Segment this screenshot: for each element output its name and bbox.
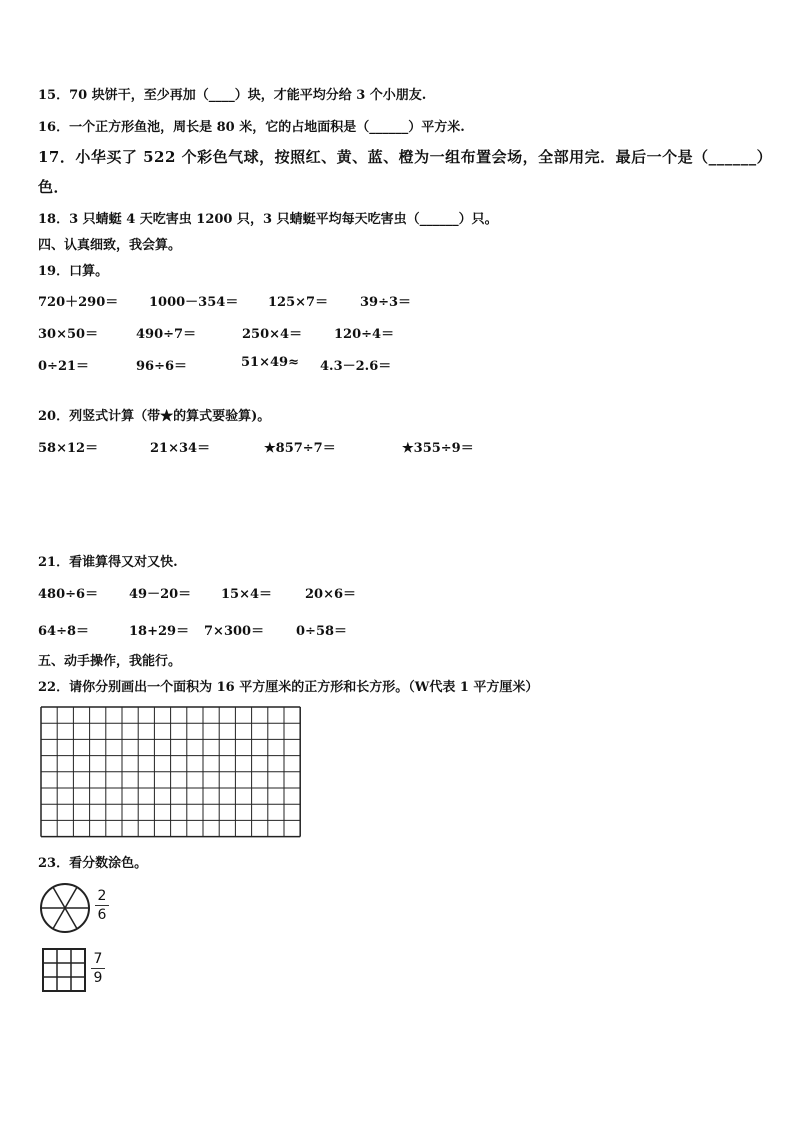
calc-item: 0÷21＝ [38,359,90,374]
question-16: 16．一个正方形鱼池，周长是 80 米，它的占地面积是（______）平方米. [38,120,465,135]
circle-fraction-figure[interactable] [38,880,94,936]
question-21: 21．看谁算得又对又快. [38,555,178,570]
fraction-numerator: 7 [93,951,103,967]
calc-item: 64÷8＝ [38,624,90,639]
calc-item: 96÷6＝ [136,359,188,374]
calc-item: 250×4＝ [242,327,303,342]
calc-item: 39÷3＝ [360,295,412,310]
fraction-bar [95,905,109,906]
calc-item: 20×6＝ [305,587,357,602]
question-19: 19．口算。 [38,264,109,279]
fraction-denominator: 9 [93,970,103,986]
question-23: 23．看分数涂色。 [38,856,148,871]
question-15: 15．70 块饼干，至少再加（____）块，才能平均分给 3 个小朋友. [38,88,427,103]
calc-item: 1000－354＝ [149,295,239,310]
calc-item: 125×7＝ [268,295,329,310]
calc-item: ★355÷9＝ [402,441,474,456]
calc-item: 0÷58＝ [296,624,348,639]
calc-item: 18+29＝ [129,624,190,639]
square-grid[interactable] [40,706,306,842]
question-20: 20．列竖式计算（带★的算式要验算)。 [38,409,271,424]
section-4-heading: 四、认真细致，我会算。 [38,238,182,253]
calc-item: 49－20＝ [129,587,192,602]
calc-item: 490÷7＝ [136,327,197,342]
fraction-bar [91,968,105,969]
fraction-2-6 [95,888,109,923]
calc-item: 480÷6＝ [38,587,99,602]
calc-item: 4.3－2.6＝ [320,359,392,374]
question-18: 18．3 只蜻蜓 4 天吃害虫 1200 只，3 只蜻蜓平均每天吃害虫（______）只。 [38,212,498,227]
calc-item: 15×4＝ [221,587,273,602]
calc-item: 7×300＝ [204,624,265,639]
calc-item: 120÷4＝ [334,327,395,342]
calc-item: 51×49≈ [241,355,299,370]
fraction-7-9 [91,951,105,986]
fraction-numerator: 2 [97,888,107,904]
calc-item: ★857÷7＝ [264,441,336,456]
question-17-line1: 17．小华买了 522 个彩色气球，按照红、黄、蓝、橙为一组布置会场，全部用完．最后一个是（______） [38,148,773,166]
section-5-heading: 五、动手操作，我能行。 [38,654,182,669]
fraction-denominator: 6 [97,907,107,923]
question-17-line2: 色． [38,178,70,196]
calc-item: 21×34＝ [150,441,211,456]
question-22: 22．请你分别画出一个面积为 16 平方厘米的正方形和长方形。（W代表 1 平方厘米） [38,680,539,695]
calc-item: 30×50＝ [38,327,99,342]
calc-item: 720＋290＝ [38,295,119,310]
calc-item: 58×12＝ [38,441,99,456]
square-fraction-figure[interactable] [42,948,90,996]
